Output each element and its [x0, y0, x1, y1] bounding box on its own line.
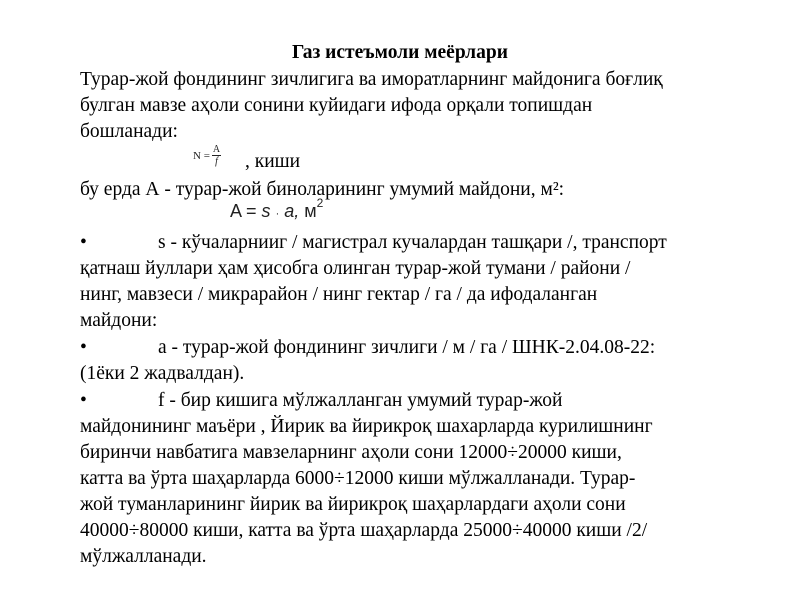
text-line-8: қатнаш йуллари ҳам ҳисобга олинган турар-жой тумани / райони /: [80, 258, 631, 279]
bullet-text-a: а - турар-жой фондининг зичлиги / м / га / ШНК-2.04.08-22:: [158, 337, 656, 358]
bullet-text-f: f - бир кишига мўлжалланган умумий турар-жой: [158, 390, 563, 411]
area-formula-s: s: [261, 201, 271, 221]
text-line-7: [80, 230, 667, 256]
area-formula-a: a,: [284, 201, 300, 221]
formula-lhs: N =: [193, 149, 210, 162]
text-line-16: катта ва ўрта шаҳарларда 6000÷12000 киши мўлжалланади. Турар-: [80, 468, 636, 489]
text-line-17: жой туманларининг йирик ва йирикроқ шаҳарлардаги аҳоли сони: [80, 494, 626, 515]
formula-numerator: A: [212, 144, 221, 155]
area-formula: [230, 196, 324, 225]
bullet: •: [80, 390, 87, 411]
area-formula-dot: ·: [275, 208, 280, 220]
formula-fraction: [212, 144, 221, 167]
text-line-11: [80, 335, 655, 361]
area-formula-exponent: 2: [316, 196, 324, 210]
text-line-5: бу ерда А - турар-жой биноларининг умумий майдони, м²:: [80, 179, 565, 200]
formula-denominator: f: [215, 156, 218, 167]
area-formula-unit: м: [304, 201, 317, 221]
text-line-15: биринчи навбатига мавзеларнинг аҳоли сони 12000÷20000 киши,: [80, 442, 622, 463]
bullet: •: [80, 337, 87, 358]
text-line-14: майдонининг маъёри , Йирик ва йирикроқ шахарларда курилишнинг: [80, 416, 653, 437]
bullet: •: [80, 232, 87, 253]
text-line-3: бошланади:: [80, 121, 178, 142]
bullet-text-s: s - кўчаларнииг / магистрал кучалардан ташқари /, транспорт: [158, 232, 667, 253]
formula-unit: , киши: [245, 151, 301, 172]
area-formula-lhs: A =: [230, 201, 257, 221]
population-formula: [193, 144, 221, 167]
text-line-2: булган мавзе аҳоли сонини куйидаги ифода орқали топишдан: [80, 95, 593, 116]
text-line-1: Турар-жой фондининг зичлигига ва иморатларнинг майдонига боғлиқ: [80, 69, 663, 90]
text-line-18: 40000÷80000 киши, катта ва ўрта шаҳарларда 25000÷40000 киши /2/: [80, 520, 648, 541]
text-line-19: мўлжалланади.: [80, 546, 207, 567]
text-line-13: [80, 388, 563, 414]
text-line-10: майдони:: [80, 310, 158, 331]
text-line-9: нинг, мавзеси / микрарайон / нинг гектар / га / да ифодаланган: [80, 284, 598, 305]
page-title: Газ истеъмоли меёрлари: [292, 42, 508, 63]
text-line-12: (1ёки 2 жадвалдан).: [80, 363, 245, 384]
